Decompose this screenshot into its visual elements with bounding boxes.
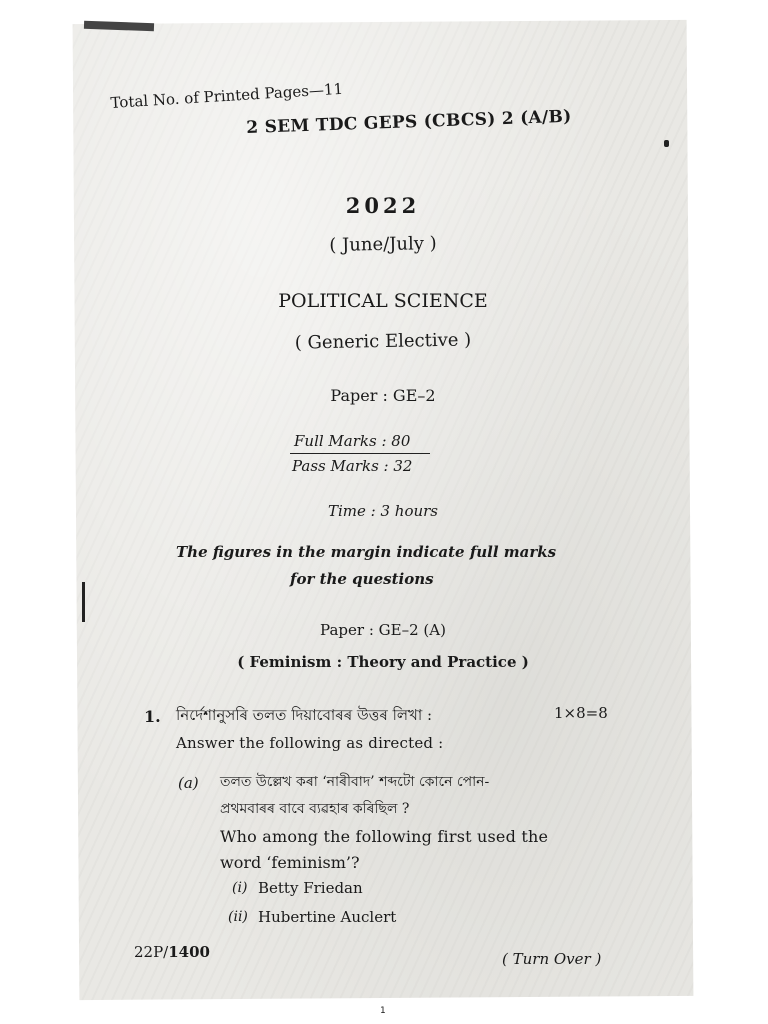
section-paper: Paper : GE–2 (A) bbox=[320, 621, 446, 639]
marks-divider bbox=[290, 453, 430, 454]
sub-question-assamese-2: প্ৰথমবাৰৰ বাবে ব্যৱহাৰ কৰিছিল ? bbox=[220, 801, 410, 817]
paper-code-prefix: 22P/ bbox=[134, 943, 169, 961]
subject-title: POLITICAL SCIENCE bbox=[278, 290, 488, 312]
instruction-line-2: for the questions bbox=[290, 570, 434, 588]
sub-question-label: (a) bbox=[178, 774, 199, 792]
full-marks: Full Marks : 80 bbox=[294, 432, 411, 450]
sub-question-assamese-1: তলত উল্লেখ কৰা ‘নাৰীবাদ’ শব্দটো কোনে পোন- bbox=[220, 774, 490, 790]
option-label: (i) bbox=[232, 880, 248, 896]
option-label: (ii) bbox=[228, 909, 248, 925]
sub-question-english-1: Who among the following first used the bbox=[220, 827, 549, 846]
option-text: Hubertine Auclert bbox=[258, 908, 397, 926]
exam-year: 2022 bbox=[345, 193, 421, 218]
question-english: Answer the following as directed : bbox=[176, 734, 444, 752]
paper-code-number: 1400 bbox=[168, 943, 210, 961]
question-marks: 1×8=8 bbox=[554, 704, 608, 722]
margin-mark bbox=[82, 582, 85, 622]
option-text: Betty Friedan bbox=[258, 879, 363, 897]
question-number: 1. bbox=[144, 707, 161, 726]
course-code: 2 SEM TDC GEPS (CBCS) 2 (A/B) bbox=[246, 106, 572, 138]
paper-code: Paper : GE–2 bbox=[330, 386, 436, 405]
exam-session: ( June/July ) bbox=[329, 233, 437, 256]
sub-question-english-2: word ‘feminism’? bbox=[220, 853, 360, 872]
ink-dot bbox=[664, 140, 669, 147]
instruction-line-1: The figures in the margin indicate full marks bbox=[176, 543, 557, 561]
exam-time: Time : 3 hours bbox=[327, 502, 439, 520]
pass-marks: Pass Marks : 32 bbox=[292, 457, 413, 475]
total-pages: Total No. of Printed Pages—11 bbox=[110, 79, 344, 112]
section-title: ( Feminism : Theory and Practice ) bbox=[237, 653, 529, 671]
page-mark: 1 bbox=[380, 1006, 386, 1016]
question-assamese: নিৰ্দেশানুসৰি তলত দিয়াবোৰৰ উত্তৰ লিখা : bbox=[176, 706, 433, 724]
turn-over: ( Turn Over ) bbox=[502, 950, 602, 968]
subject-subtitle: ( Generic Elective ) bbox=[294, 329, 472, 354]
paper-code-footer bbox=[134, 943, 210, 961]
